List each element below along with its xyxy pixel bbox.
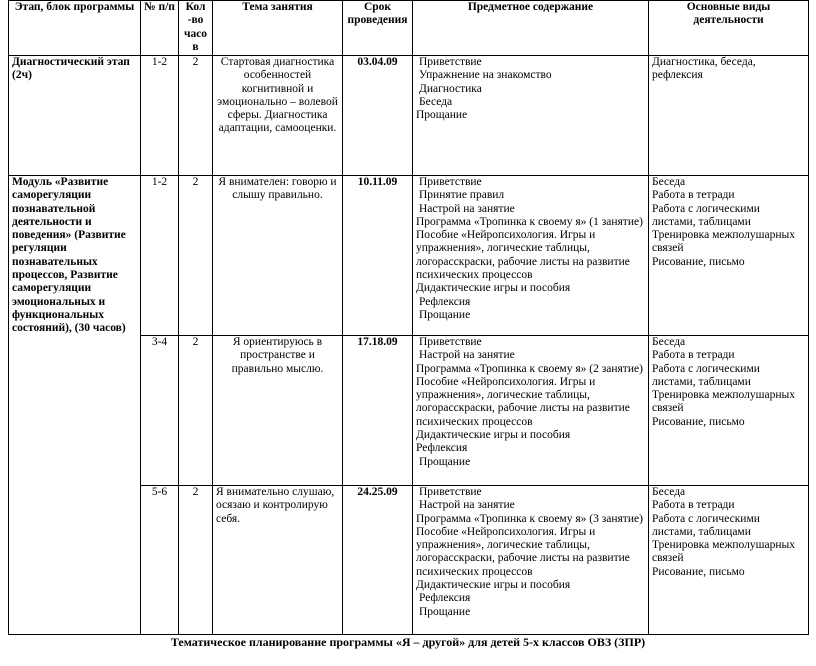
content-line: Дидактические игры и пособия xyxy=(416,429,571,442)
content-line: Рефлексия xyxy=(419,592,471,605)
activity-line: Рисование, письмо xyxy=(652,255,745,268)
content-line: Рефлексия xyxy=(416,442,468,455)
activity-line: Тренировка межполушарных связей xyxy=(652,539,795,565)
content-line: Дидактические игры и пособия xyxy=(416,282,571,295)
lesson-num: 3-4 xyxy=(141,336,179,486)
activity-line: Работа с логическими листами, таблицами xyxy=(652,362,760,388)
planning-table xyxy=(8,0,809,635)
activity-line: Рисование, письмо xyxy=(652,565,745,578)
content-line: Диагностика xyxy=(419,82,482,95)
lesson-date: 10.11.09 xyxy=(343,176,413,336)
lesson-num: 5-6 xyxy=(141,486,179,635)
content-line: Прощание xyxy=(419,308,471,321)
content-line: Настрой на занятие xyxy=(419,202,515,215)
lesson-content xyxy=(413,176,649,336)
content-line: Программа «Тропинка к своему я» (1 занятие) xyxy=(416,215,643,228)
lesson-date: 24.25.09 xyxy=(343,486,413,635)
table-caption: Тематическое планирование программы «Я – другой» для детей 5-х классов ОВЗ (ЗПР) xyxy=(170,635,646,649)
activity-line: Работа в тетради xyxy=(652,189,735,202)
lesson-hours: 2 xyxy=(179,486,213,635)
content-line: Настрой на занятие xyxy=(419,499,515,512)
content-line: Пособие «Нейропсихология. Игры и упражнения», логические таблицы, логорасскраски, рабочие листы на развитие психических процессов xyxy=(416,375,630,428)
header-row xyxy=(9,1,809,56)
header-num: № п/п xyxy=(141,1,179,56)
lesson-activities xyxy=(649,486,809,635)
activity-line: Работа в тетради xyxy=(652,499,735,512)
content-line: Принятие правил xyxy=(419,189,505,202)
lesson-hours: 2 xyxy=(179,56,213,176)
lesson-content xyxy=(413,336,649,486)
content-line: Рефлексия xyxy=(419,295,471,308)
lesson-topic: Я ориентируюсь в пространстве и правильно мыслю. xyxy=(213,336,343,486)
lesson-date: 03.04.09 xyxy=(343,56,413,176)
content-line: Программа «Тропинка к своему я» (3 занятие) xyxy=(416,512,643,525)
activity-line: Работа с логическими листами, таблицами xyxy=(652,512,760,538)
header-hours: Кол -во часов xyxy=(179,1,213,56)
content-line: Прощание xyxy=(416,109,468,122)
lesson-date: 17.18.09 xyxy=(343,336,413,486)
activity-line: Работа в тетради xyxy=(652,349,735,362)
lesson-content xyxy=(413,486,649,635)
lesson-activities xyxy=(649,176,809,336)
content-line: Дидактические игры и пособия xyxy=(416,579,571,592)
lesson-activities xyxy=(649,336,809,486)
block-cell-module: Модуль «Развитие саморегуляции познавательной деятельности и поведения» (Развитие регуляции познавательных процессов, Развитие саморегуляции эмоциональных и функциональных состояний), (30 часов) xyxy=(9,176,141,635)
content-line: Настрой на занятие xyxy=(419,349,515,362)
content-line: Приветствие xyxy=(419,176,482,188)
content-line: Прощание xyxy=(419,605,471,618)
content-line: Пособие «Нейропсихология. Игры и упражнения», логические таблицы, логорасскраски, рабочие листы на развитие психических процессов xyxy=(416,229,630,282)
header-topic: Тема занятия xyxy=(213,1,343,56)
content-line: Прощание xyxy=(419,455,471,468)
table-row-lesson-1 xyxy=(9,176,809,336)
content-line: Беседа xyxy=(419,95,453,108)
activity-line: Беседа xyxy=(652,486,686,498)
header-activities: Основные виды деятельности xyxy=(649,1,809,56)
lesson-num: 1-2 xyxy=(141,56,179,176)
lesson-num: 1-2 xyxy=(141,176,179,336)
content-line: Приветствие xyxy=(419,336,482,348)
content-line: Программа «Тропинка к своему я» (2 занятие) xyxy=(416,362,643,375)
lesson-topic: Стартовая диагностика особенностей когнитивной и эмоционально – волевой сферы. Диагностика адаптации, самооценки. xyxy=(213,56,343,176)
activity-line: Беседа xyxy=(652,176,686,188)
block-cell-diagnostic: Диагностический этап (2ч) xyxy=(9,56,141,176)
lesson-hours: 2 xyxy=(179,176,213,336)
content-line: Приветствие xyxy=(419,486,482,498)
activity-line: Тренировка межполушарных связей xyxy=(652,389,795,415)
lesson-topic: Я внимателен: говорю и слышу правильно. xyxy=(213,176,343,336)
content-line: Пособие «Нейропсихология. Игры и упражнения», логические таблицы, логорасскраски, рабочие листы на развитие психических процессов xyxy=(416,525,630,578)
activity-line: Тренировка межполушарных связей xyxy=(652,229,795,255)
activity-line: Беседа xyxy=(652,336,686,348)
content-line: Упражнение на знакомство xyxy=(419,69,552,82)
lesson-content xyxy=(413,56,649,176)
table-row-diagnostic xyxy=(9,56,809,176)
header-content: Предметное содержание xyxy=(413,1,649,56)
content-line: Приветствие xyxy=(419,56,482,68)
header-date: Срок проведения xyxy=(343,1,413,56)
lesson-topic: Я внимательно слушаю, осязаю и контролирую себя. xyxy=(213,486,343,635)
lesson-hours: 2 xyxy=(179,336,213,486)
header-block: Этап, блок программы xyxy=(9,1,141,56)
activity-line: Работа с логическими листами, таблицами xyxy=(652,202,760,228)
lesson-activities: Диагностика, беседа, рефлексия xyxy=(649,56,809,176)
activity-line: Рисование, письмо xyxy=(652,415,745,428)
